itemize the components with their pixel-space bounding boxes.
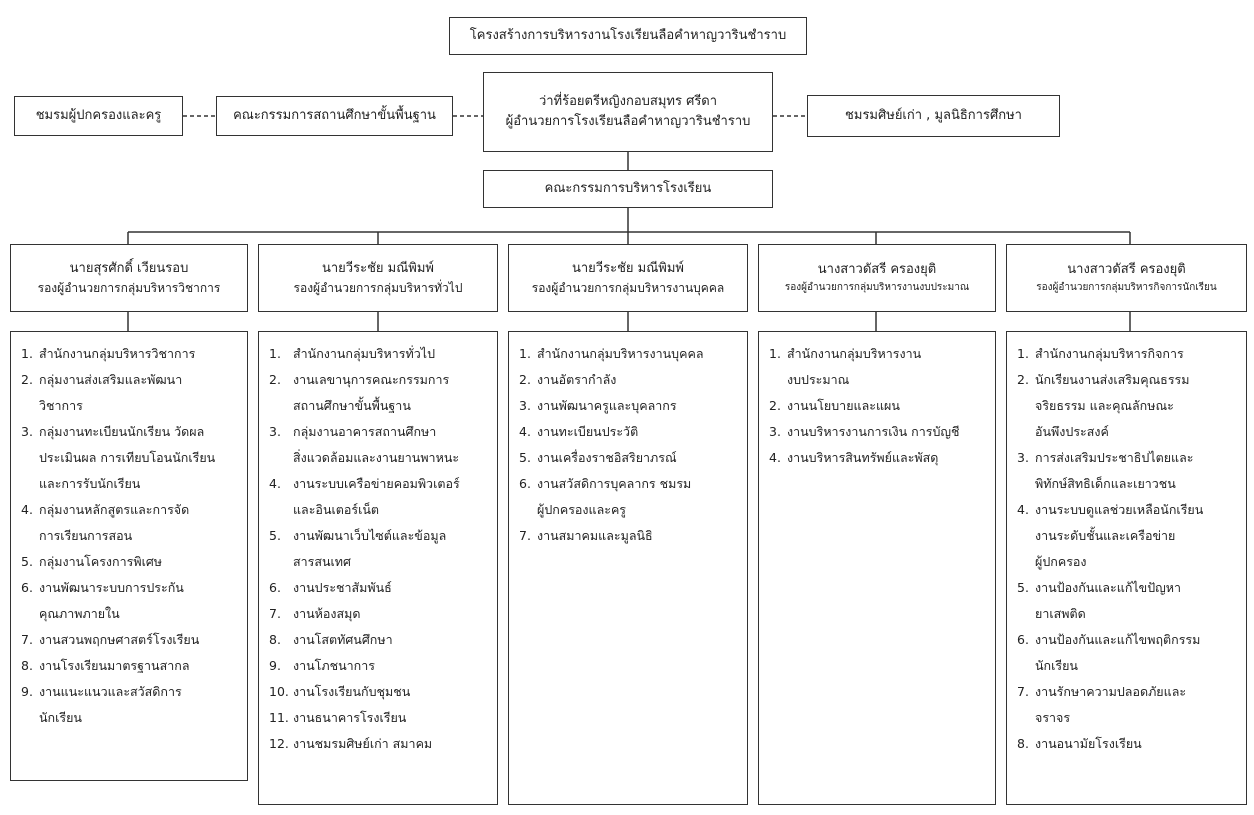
- list-item-number: 1.: [769, 346, 781, 361]
- list-item: [21, 497, 241, 549]
- list-item-text: งานโภชนาการ: [293, 658, 375, 673]
- list-item-number: 2.: [769, 398, 781, 413]
- list-item-number: 4.: [1017, 502, 1029, 517]
- group-head-role: รองผู้อำนวยการกลุ่มบริหารกิจการนักเรียน: [1036, 282, 1217, 294]
- director-role: ผู้อำนวยการโรงเรียนลือคำหาญวารินชำราบ: [505, 114, 751, 129]
- list-item: [1017, 731, 1240, 757]
- group-head-student-affairs: [1006, 244, 1247, 312]
- list-item-number: 3.: [769, 424, 781, 439]
- list-item: [269, 601, 491, 627]
- list-item-text: งานทะเบียนประวัติ: [537, 424, 639, 439]
- list-item-text: งานพัฒนาครูและบุคลากร: [537, 398, 677, 413]
- list-item: [519, 445, 741, 471]
- list-item: [21, 419, 241, 497]
- list-item-text: งานโรงเรียนกับชุมชน: [293, 684, 411, 699]
- list-item-number: 2.: [269, 372, 281, 387]
- list-item-number: 5.: [519, 450, 531, 465]
- list-item-text: งานระบบเครือข่ายคอมพิวเตอร์ และอินเตอร์เน็ต: [293, 476, 460, 517]
- list-item: [269, 679, 491, 705]
- list-item-number: 5.: [1017, 580, 1029, 595]
- list-item-number: 10.: [269, 684, 289, 699]
- list-item: [21, 549, 241, 575]
- admin-committee-box: คณะกรรมการบริหารโรงเรียน: [483, 170, 773, 208]
- list-item-text: สำนักงานกลุ่มบริหารงาน งบประมาณ: [787, 346, 922, 387]
- group-head-personnel: [508, 244, 748, 312]
- list-item-number: 6.: [21, 580, 33, 595]
- group-head-name: นายสุรศักดิ์ เวียนรอบ: [69, 260, 189, 276]
- list-item-text: งานระบบดูแลช่วยเหลือนักเรียน งานระดับชั้นและเครือข่าย ผู้ปกครอง: [1035, 502, 1204, 569]
- list-item-number: 6.: [269, 580, 281, 595]
- list-item-number: 9.: [269, 658, 281, 673]
- list-item-number: 4.: [519, 424, 531, 439]
- list-item-text: งานสวัสดิการบุคลากร ชมรม ผู้ปกครองและครู: [537, 476, 692, 517]
- task-list-student-affairs: [1006, 331, 1247, 805]
- list-item-text: งานพัฒนาเว็บไซต์และข้อมูล สารสนเทศ: [293, 528, 447, 569]
- list-item: [519, 341, 741, 367]
- list-item-text: กลุ่มงานทะเบียนนักเรียน วัดผล ประเมินผล การเทียบโอนนักเรียน และการรับนักเรียน: [39, 424, 216, 491]
- list-item-text: กลุ่มงานโครงการพิเศษ: [39, 554, 163, 569]
- list-item-text: กลุ่มงานอาคารสถานศึกษา สิ่งแวดล้อมและงานยานพาหนะ: [293, 424, 460, 465]
- list-item: [269, 523, 491, 575]
- list-item-number: 3.: [1017, 450, 1029, 465]
- list-item-text: งานโสตทัศนศึกษา: [293, 632, 393, 647]
- list-item: [769, 445, 989, 471]
- task-list-academic: [10, 331, 248, 781]
- page-title: โครงสร้างการบริหารงานโรงเรียนลือคำหาญวารินชำราบ: [449, 17, 807, 55]
- list-item: [519, 367, 741, 393]
- list-item: [269, 341, 491, 367]
- list-item-text: งานเครื่องราชอิสริยาภรณ์: [537, 450, 677, 465]
- list-item-number: 4.: [21, 502, 33, 517]
- list-item: [21, 679, 241, 731]
- list-item-number: 6.: [519, 476, 531, 491]
- list-item-text: งานป้องกันและแก้ไขปัญหา ยาเสพติด: [1035, 580, 1182, 621]
- list-item: [269, 367, 491, 419]
- alumni-box: ชมรมศิษย์เก่า , มูลนิธิการศึกษา: [807, 95, 1060, 137]
- list-item: [21, 575, 241, 627]
- list-item-number: 7.: [21, 632, 33, 647]
- group-head-name: นายวีระชัย มณีพิมพ์: [572, 260, 684, 276]
- list-item: [21, 341, 241, 367]
- list-item-number: 3.: [21, 424, 33, 439]
- list-item-text: งานแนะแนวและสวัสดิการ นักเรียน: [39, 684, 182, 725]
- list-item-number: 11.: [269, 710, 289, 725]
- list-item-number: 7.: [519, 528, 531, 543]
- list-item-text: นักเรียนงานส่งเสริมคุณธรรม จริยธรรม และคุณลักษณะ อันพึงประสงค์: [1035, 372, 1190, 439]
- list-item-number: 4.: [769, 450, 781, 465]
- list-item-number: 7.: [1017, 684, 1029, 699]
- list-item-text: งานอนามัยโรงเรียน: [1035, 736, 1142, 751]
- list-item: [519, 471, 741, 523]
- group-head-academic: [10, 244, 248, 312]
- task-list-budget: [758, 331, 996, 805]
- list-item-number: 7.: [269, 606, 281, 621]
- group-head-name: นายวีระชัย มณีพิมพ์: [322, 260, 434, 276]
- list-item-number: 8.: [269, 632, 281, 647]
- list-item-text: งานสวนพฤกษศาสตร์โรงเรียน: [39, 632, 200, 647]
- list-item: [1017, 575, 1240, 627]
- list-item-number: 6.: [1017, 632, 1029, 647]
- list-item: [1017, 497, 1240, 575]
- list-item-text: งานสมาคมและมูลนิธิ: [537, 528, 653, 543]
- list-item-number: 4.: [269, 476, 281, 491]
- list-item-text: งานป้องกันและแก้ไขพฤติกรรม นักเรียน: [1035, 632, 1201, 673]
- list-item-number: 12.: [269, 736, 289, 751]
- list-item: [269, 627, 491, 653]
- list-item-text: งานรักษาความปลอดภัยและ จราจร: [1035, 684, 1187, 725]
- list-item: [1017, 627, 1240, 679]
- list-item-number: 9.: [21, 684, 33, 699]
- list-item: [21, 627, 241, 653]
- list-item-text: งานนโยบายและแผน: [787, 398, 900, 413]
- list-item: [769, 341, 989, 393]
- list-item: [1017, 367, 1240, 445]
- list-item-number: 1.: [269, 346, 281, 361]
- list-item-number: 1.: [21, 346, 33, 361]
- group-head-name: นางสาวดัสรี ครองยุติ: [1067, 262, 1186, 278]
- list-item-number: 1.: [519, 346, 531, 361]
- task-list-personnel: [508, 331, 748, 805]
- list-item-text: งานโรงเรียนมาตรฐานสากล: [39, 658, 190, 673]
- list-item: [269, 575, 491, 601]
- basic-board-box: คณะกรรมการสถานศึกษาขั้นพื้นฐาน: [216, 96, 453, 136]
- director-name: ว่าที่ร้อยตรีหญิงกอบสมุทร ศรีดา: [538, 93, 718, 109]
- list-item-number: 2.: [21, 372, 33, 387]
- list-item-number: 2.: [519, 372, 531, 387]
- list-item-text: งานเลขานุการคณะกรรมการ สถานศึกษาขั้นพื้นฐาน: [293, 372, 450, 413]
- list-item: [269, 471, 491, 523]
- list-item: [269, 705, 491, 731]
- director-box: [483, 72, 773, 152]
- list-item-text: สำนักงานกลุ่มบริหารงานบุคคล: [537, 346, 704, 361]
- list-item-text: งานชมรมศิษย์เก่า สมาคม: [293, 736, 433, 751]
- list-item: [269, 419, 491, 471]
- list-item-text: สำนักงานกลุ่มบริหารวิชาการ: [39, 346, 196, 361]
- group-head-role: รองผู้อำนวยการกลุ่มบริหารงานบุคคล: [531, 280, 725, 295]
- list-item: [519, 419, 741, 445]
- list-item-text: กลุ่มงานส่งเสริมและพัฒนา วิชาการ: [39, 372, 183, 413]
- list-item-number: 5.: [21, 554, 33, 569]
- list-item: [769, 393, 989, 419]
- group-head-role: รองผู้อำนวยการกลุ่มบริหารทั่วไป: [293, 280, 463, 295]
- list-item: [519, 393, 741, 419]
- list-item: [1017, 445, 1240, 497]
- list-item: [769, 419, 989, 445]
- list-item-number: 2.: [1017, 372, 1029, 387]
- list-item: [21, 367, 241, 419]
- list-item-text: งานอัตรากำลัง: [537, 372, 617, 387]
- list-item-text: งานบริหารสินทรัพย์และพัสดุ: [787, 450, 939, 465]
- group-head-general: [258, 244, 498, 312]
- list-item: [1017, 679, 1240, 731]
- group-head-role: รองผู้อำนวยการกลุ่มบริหารงานงบประมาณ: [784, 282, 970, 294]
- list-item: [21, 653, 241, 679]
- list-item-text: งานธนาคารโรงเรียน: [293, 710, 407, 725]
- list-item: [1017, 341, 1240, 367]
- list-item-number: 3.: [269, 424, 281, 439]
- task-list-general: [258, 331, 498, 805]
- group-head-budget: [758, 244, 996, 312]
- list-item-text: งานประชาสัมพันธ์: [293, 580, 392, 595]
- list-item: [519, 523, 741, 549]
- list-item-number: 8.: [21, 658, 33, 673]
- list-item-number: 8.: [1017, 736, 1029, 751]
- list-item: [269, 653, 491, 679]
- group-head-name: นางสาวดัสรี ครองยุติ: [817, 262, 937, 278]
- list-item-number: 3.: [519, 398, 531, 413]
- parents-club-box: ชมรมผู้ปกครองและครู: [14, 96, 183, 136]
- list-item: [269, 731, 491, 757]
- list-item-number: 1.: [1017, 346, 1029, 361]
- list-item-number: 5.: [269, 528, 281, 543]
- group-head-role: รองผู้อำนวยการกลุ่มบริหารวิชาการ: [37, 280, 221, 295]
- list-item-text: สำนักงานกลุ่มบริหารทั่วไป: [293, 346, 435, 361]
- list-item-text: งานบริหารงานการเงิน การบัญชี: [787, 424, 960, 439]
- list-item-text: สำนักงานกลุ่มบริหารกิจการ: [1035, 346, 1184, 361]
- list-item-text: กลุ่มงานหลักสูตรและการจัด การเรียนการสอน: [39, 502, 190, 543]
- list-item-text: งานพัฒนาระบบการประกัน คุณภาพภายใน: [39, 580, 184, 621]
- list-item-text: งานห้องสมุด: [293, 606, 361, 621]
- list-item-text: การส่งเสริมประชาธิปไตยและ พิทักษ์สิทธิเด็กและเยาวชน: [1035, 450, 1194, 491]
